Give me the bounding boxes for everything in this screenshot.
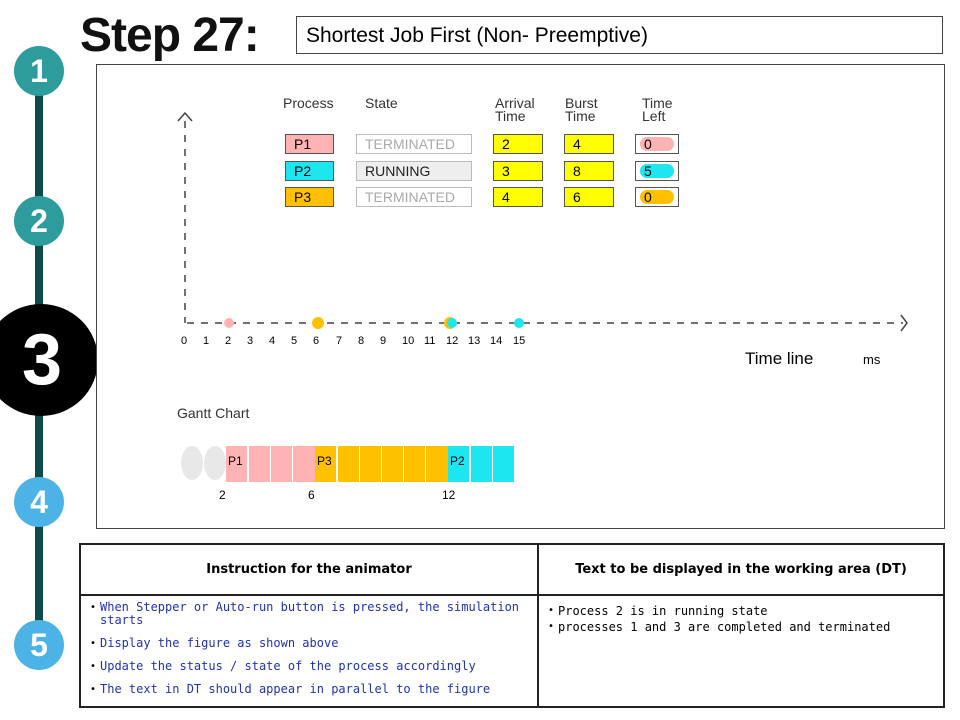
process-p2-state: RUNNING <box>356 161 472 181</box>
process-p1-time-left: 0 <box>635 134 679 154</box>
p3-start-marker <box>312 317 324 329</box>
step-5-button[interactable]: 5 <box>14 620 64 670</box>
time-left-header: Time Left <box>642 95 673 124</box>
animator-instructions-cell <box>80 595 538 707</box>
p2-current-marker <box>514 318 524 328</box>
process-p2-label: P2 <box>285 161 334 181</box>
list-item: • When Stepper or Auto-run button is pressed, the simulation starts <box>90 601 536 627</box>
timeline-label: Time line <box>745 349 814 368</box>
process-header: Process <box>283 95 334 111</box>
process-p2-burst: 8 <box>564 161 614 181</box>
tick-label: 9 <box>380 335 387 347</box>
gantt-block-p2: P2 <box>448 446 514 482</box>
working-area <box>96 64 945 529</box>
tick-label: 3 <box>247 335 254 347</box>
list-item: • Display the figure as shown above <box>90 637 536 650</box>
process-p3-state: TERMINATED <box>356 187 472 207</box>
tick-label: 0 <box>181 335 188 347</box>
gantt-mark: 2 <box>219 488 226 502</box>
p1-arrival-marker <box>224 318 234 328</box>
tick-label: 14 <box>490 335 503 347</box>
gantt-block-p3: P3 <box>315 446 448 482</box>
process-p2-arrival: 3 <box>493 161 543 181</box>
algorithm-title: Shortest Job First (Non- Preemptive) <box>296 16 943 54</box>
list-item: • The text in DT should appear in parallel to the figure <box>90 683 536 696</box>
step-2-button[interactable]: 2 <box>14 196 64 246</box>
list-item: • Process 2 is in running state <box>548 603 942 619</box>
step-title: Step 27: <box>80 9 259 62</box>
tick-label: 13 <box>468 335 481 347</box>
tick-label: 2 <box>225 335 232 347</box>
p2-start-marker <box>447 318 457 328</box>
process-p1-label: P1 <box>285 134 334 154</box>
process-p3-label: P3 <box>285 187 334 207</box>
tick-label: 10 <box>402 335 415 347</box>
tick-label: 1 <box>203 335 210 347</box>
tick-label: 11 <box>424 335 436 347</box>
process-p1-state: TERMINATED <box>356 134 472 154</box>
process-p1-burst: 4 <box>564 134 614 154</box>
state-header: State <box>365 95 398 111</box>
timeline-unit: ms <box>863 352 881 367</box>
process-p3-arrival: 4 <box>493 187 543 207</box>
arrival-header: Arrival Time <box>495 95 535 124</box>
process-p1-arrival: 2 <box>493 134 543 154</box>
gantt-idle-slot <box>181 446 203 480</box>
tick-label: 15 <box>513 335 526 347</box>
tick-label: 5 <box>291 335 298 347</box>
tick-label: 6 <box>313 335 320 347</box>
gantt-block-p1: P1 <box>226 446 315 482</box>
gantt-mark: 6 <box>308 488 315 502</box>
process-p3-time-left: 0 <box>635 187 679 207</box>
tick-label: 12 <box>446 335 459 347</box>
step-4-button[interactable]: 4 <box>14 477 64 527</box>
animator-instruction-header: Instruction for the animator <box>80 544 538 595</box>
list-item: • Update the status / state of the process accordingly <box>90 660 536 673</box>
list-item: • processes 1 and 3 are completed and terminated <box>548 619 942 635</box>
step-1-button[interactable]: 1 <box>14 46 64 96</box>
gantt-mark: 12 <box>442 488 456 502</box>
tick-label: 7 <box>336 335 343 347</box>
timeline-axes <box>97 65 946 365</box>
process-p2-time-left: 5 <box>635 161 679 181</box>
burst-header: Burst Time <box>565 95 598 124</box>
dt-text-header: Text to be displayed in the working area (DT) <box>538 544 944 595</box>
gantt-title: Gantt Chart <box>177 405 250 421</box>
tick-label: 8 <box>358 335 365 347</box>
step-3-button[interactable]: 3 <box>0 304 98 416</box>
process-p3-burst: 6 <box>564 187 614 207</box>
tick-label: 4 <box>269 335 276 347</box>
dt-text-cell <box>538 595 944 707</box>
gantt-idle-slot <box>204 446 226 480</box>
instruction-table <box>79 543 945 708</box>
